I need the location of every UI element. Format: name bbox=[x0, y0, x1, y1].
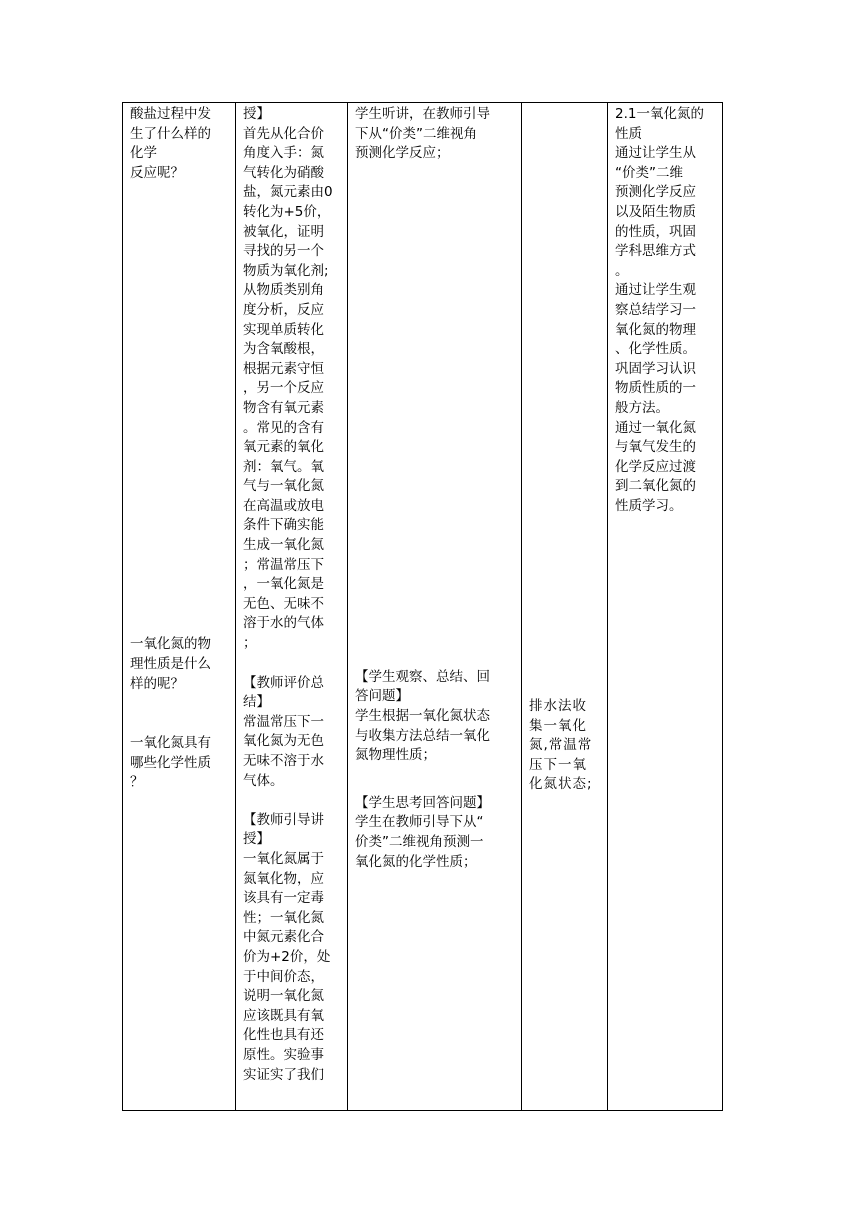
text-line: 价为+2价，处 bbox=[243, 948, 331, 965]
text-line: 压下一氧 bbox=[529, 756, 587, 773]
text-line: 学生听讲，在教师引导 bbox=[355, 106, 490, 122]
text-line: 到二氧化氮的 bbox=[615, 478, 696, 495]
teacher-block-2 bbox=[243, 674, 340, 792]
text-line: ； bbox=[243, 635, 257, 652]
text-line: 氧化氮的物理 bbox=[615, 321, 696, 338]
text-line: 化氮状态; bbox=[529, 776, 593, 793]
text-line: 气与一氧化氮 bbox=[243, 478, 324, 495]
text-line: 无味不溶于水 bbox=[243, 753, 324, 769]
text-line: 反应呢？ bbox=[130, 164, 184, 181]
text-line: 盐，氮元素由0 bbox=[243, 184, 333, 201]
text-line: 2.1一氧化氮的 bbox=[615, 106, 704, 122]
text-line: 为含氧酸根， bbox=[243, 341, 324, 358]
text-line: 学科思维方式 bbox=[615, 243, 696, 260]
experiment-block bbox=[529, 697, 600, 795]
text-line: 答问题】 bbox=[355, 688, 409, 705]
text-line: 无色、无味不 bbox=[243, 595, 324, 612]
text-line: 条件下确实能 bbox=[243, 517, 324, 534]
text-line: 化学反应过渡 bbox=[615, 458, 696, 475]
student-block-3 bbox=[355, 794, 514, 872]
text-line: 酸盐过程中发 bbox=[130, 106, 211, 122]
text-line: 性质 bbox=[615, 125, 642, 142]
text-line: 授】 bbox=[243, 831, 270, 848]
text-line: 一氧化氮具有 bbox=[130, 735, 211, 752]
text-line: 剂：氧气。氧 bbox=[243, 458, 324, 475]
text-line: 生了什么样的 bbox=[130, 125, 211, 142]
text-line: 预测化学反应； bbox=[355, 145, 450, 162]
text-line: 。常见的含有 bbox=[243, 419, 324, 436]
text-line: ，另一个反应 bbox=[243, 380, 324, 397]
text-line: 常温常压下一 bbox=[243, 713, 324, 730]
text-line: “价类”二维 bbox=[615, 164, 683, 181]
text-line: 授】 bbox=[243, 106, 270, 122]
text-line: 氧元素的氧化 bbox=[243, 439, 324, 456]
text-line: 排水法收 bbox=[529, 698, 587, 714]
text-line: 在高温或放电 bbox=[243, 497, 324, 514]
text-line: 于中间价态， bbox=[243, 968, 324, 985]
text-line: 气体。 bbox=[243, 772, 284, 789]
text-line: 氮,常温常 bbox=[529, 737, 593, 754]
text-line: 氮氧化物，应 bbox=[243, 870, 324, 887]
teacher-activity-cell bbox=[236, 103, 348, 1111]
text-line: 原性。实验事 bbox=[243, 1046, 324, 1063]
text-line: 中氮元素化合 bbox=[243, 929, 324, 946]
text-line: 学生根据一氧化氮状态 bbox=[355, 707, 490, 724]
text-line: 理性质是什么 bbox=[130, 655, 211, 672]
text-line: 物含有氧元素 bbox=[243, 399, 324, 416]
text-line: 与氧气发生的 bbox=[615, 439, 696, 456]
text-line: 氮物理性质； bbox=[355, 747, 436, 764]
student-activity-cell bbox=[348, 103, 522, 1111]
text-line: 转化为+5价， bbox=[243, 203, 331, 220]
text-line: 溶于水的气体 bbox=[243, 615, 324, 632]
text-line: 通过一氧化氮 bbox=[615, 419, 696, 436]
text-line: 【学生观察、总结、回 bbox=[355, 668, 490, 685]
text-line: 【学生思考回答问题】 bbox=[355, 794, 490, 811]
text-line: 预测化学反应 bbox=[615, 184, 696, 201]
intent-block bbox=[615, 105, 715, 516]
text-line: 氧化氮为无色 bbox=[243, 733, 324, 750]
student-block-2 bbox=[355, 668, 514, 766]
text-line: 度分析，反应 bbox=[243, 301, 324, 318]
text-line: ，一氧化氮是 bbox=[243, 576, 324, 593]
text-line: 察总结学习一 bbox=[615, 301, 696, 318]
text-line: 。 bbox=[615, 262, 629, 279]
question-block-3 bbox=[130, 734, 228, 793]
text-line: 该具有一定毒 bbox=[243, 890, 324, 907]
text-line: 通过让学生观 bbox=[615, 282, 696, 299]
text-line: 集一氧化 bbox=[529, 717, 587, 734]
text-line: 【教师评价总 bbox=[243, 674, 324, 691]
text-line: 、化学性质。 bbox=[615, 341, 696, 358]
teacher-block-3 bbox=[243, 811, 340, 1085]
text-line: 实现单质转化 bbox=[243, 321, 324, 338]
text-line: 化性也具有还 bbox=[243, 1027, 324, 1044]
experiment-cell bbox=[522, 103, 608, 1111]
text-line: 角度入手：氮 bbox=[243, 145, 324, 162]
table-row bbox=[123, 103, 723, 1111]
text-line: 般方法。 bbox=[615, 399, 669, 416]
text-line: 性质学习。 bbox=[615, 497, 683, 514]
text-line: 根据元素守恒 bbox=[243, 360, 324, 377]
text-line: 被氧化，证明 bbox=[243, 223, 324, 240]
questions-cell bbox=[123, 103, 236, 1111]
text-line: 化学 bbox=[130, 145, 157, 162]
text-line: 学生在教师引导下从“ bbox=[355, 814, 484, 831]
text-line: 哪些化学性质 bbox=[130, 754, 211, 771]
text-line: 与收集方法总结一氧化 bbox=[355, 727, 490, 744]
text-line: 应该既具有氧 bbox=[243, 1007, 324, 1024]
lesson-plan-table bbox=[122, 102, 723, 1111]
text-line: 生成一氧化氮 bbox=[243, 537, 324, 554]
text-line: 巩固学习认识 bbox=[615, 360, 696, 377]
question-block-2 bbox=[130, 635, 228, 694]
text-line: 物质为氧化剂; bbox=[243, 262, 329, 279]
text-line: 物质性质的一 bbox=[615, 380, 696, 397]
text-line: 从物质类别角 bbox=[243, 282, 324, 299]
text-line: 说明一氧化氮 bbox=[243, 988, 324, 1005]
text-line: 首先从化合价 bbox=[243, 125, 324, 142]
text-line: 气转化为硝酸 bbox=[243, 164, 324, 181]
question-block-1 bbox=[130, 105, 228, 183]
text-line: 以及陌生物质 bbox=[615, 203, 696, 220]
text-line: 样的呢？ bbox=[130, 675, 184, 692]
text-line: 氧化氮的化学性质； bbox=[355, 853, 477, 870]
text-line: 性；一氧化氮 bbox=[243, 909, 324, 926]
text-line: 【教师引导讲 bbox=[243, 811, 324, 828]
text-line: ？ bbox=[130, 774, 144, 791]
text-line: 结】 bbox=[243, 694, 270, 711]
text-line: 一氧化氮的物 bbox=[130, 636, 211, 653]
text-line: 价类”二维视角预测一 bbox=[355, 833, 484, 850]
text-line: 通过让学生从 bbox=[615, 145, 696, 162]
text-line: 下从“价类”二维视角 bbox=[355, 125, 477, 142]
teacher-block-1 bbox=[243, 105, 340, 654]
text-line: 一氧化氮属于 bbox=[243, 850, 324, 867]
text-line: 寻找的另一个 bbox=[243, 243, 324, 260]
design-intent-cell bbox=[608, 103, 723, 1111]
text-line: ；常温常压下 bbox=[243, 556, 324, 573]
text-line: 实证实了我们 bbox=[243, 1066, 324, 1083]
student-block-1 bbox=[355, 105, 514, 164]
text-line: 的性质，巩固 bbox=[615, 223, 696, 240]
